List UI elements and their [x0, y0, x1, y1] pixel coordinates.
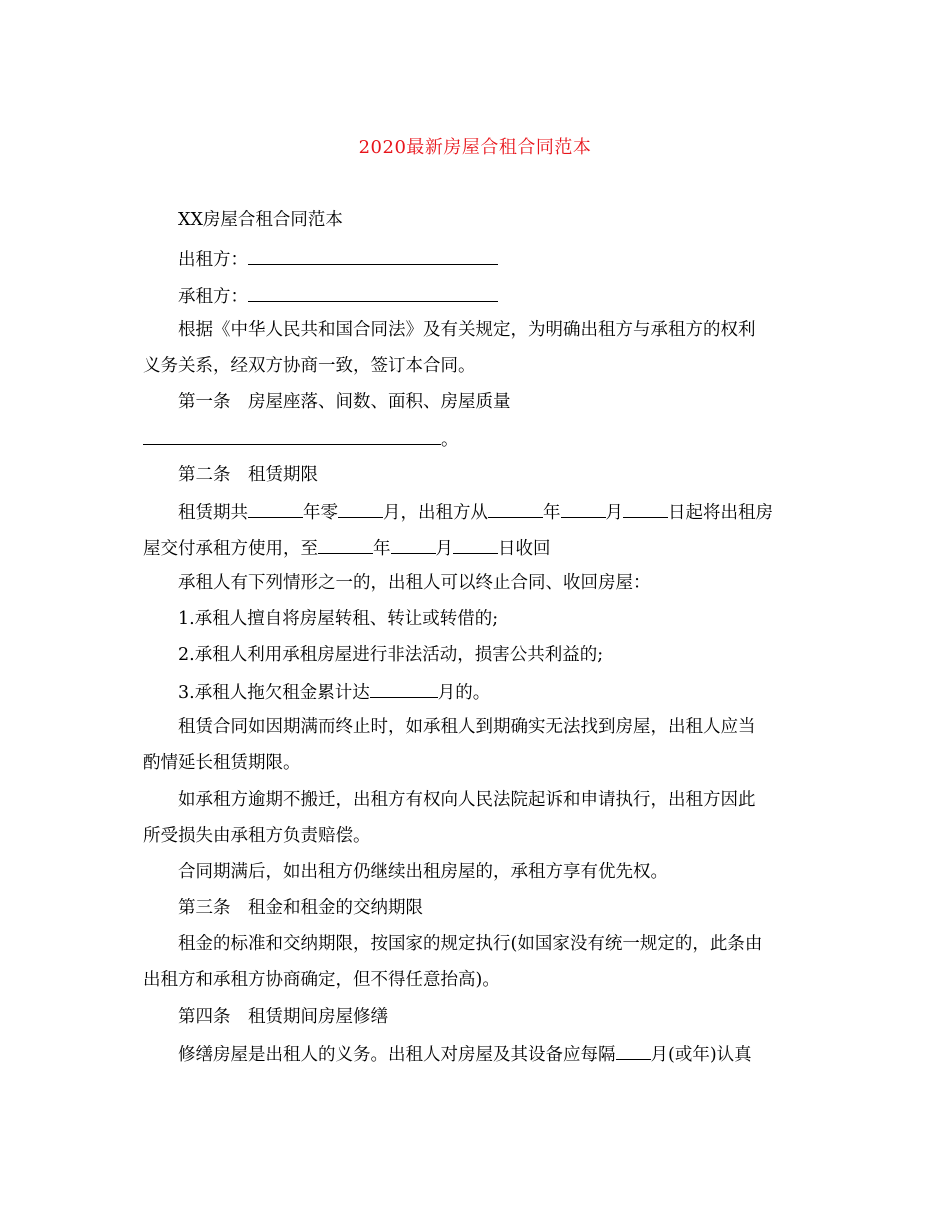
article-heading: 第一条 房屋座落、间数、面积、房屋质量	[178, 392, 511, 412]
paragraph-line: 租金的标准和交纳期限，按国家的规定执行(如国家没有统一规定的，此条由	[178, 934, 763, 954]
list-item: 1.承租人擅自将房屋转租、转让或转借的;	[178, 609, 499, 629]
paragraph-line: 租赁合同如因期满而终止时，如承租人到期确实无法找到房屋，出租人应当	[178, 717, 756, 737]
list-item: 2.承租人利用承租房屋进行非法活动，损害公共利益的;	[178, 645, 604, 665]
lease-term-line: 租赁期共 年零 月，出租方从 年 月 日起将出租房	[178, 499, 773, 525]
property-details-line: 。	[143, 426, 459, 452]
article-heading: 第四条 租赁期间房屋修缮	[178, 1007, 388, 1027]
lease-months-blank[interactable]	[338, 499, 383, 518]
repair-interval-blank[interactable]	[616, 1041, 651, 1060]
paragraph-line: 根据《中华人民共和国合同法》及有关规定，为明确出租方与承租方的权利	[178, 320, 756, 340]
paragraph-line: 所受损失由承租方负责赔偿。	[143, 826, 371, 846]
paragraph-line: 出租方和承租方协商确定，但不得任意抬高)。	[143, 970, 500, 990]
paragraph-line: 合同期满后，如出租方仍继续出租房屋的，承租方享有优先权。	[178, 862, 668, 882]
end-year-blank[interactable]	[318, 535, 373, 554]
end-month-blank[interactable]	[391, 535, 436, 554]
lessor-line: 出租方：	[178, 246, 498, 272]
paragraph-line: 承租人有下列情形之一的，出租人可以终止合同、收回房屋：	[178, 573, 651, 593]
start-day-blank[interactable]	[623, 499, 668, 518]
lease-years-blank[interactable]	[248, 499, 303, 518]
list-item: 3.承租人拖欠租金累计达 月的。	[178, 679, 490, 705]
page-title: 2020最新房屋合租合同范本	[358, 137, 592, 158]
doc-heading: XX房屋合租合同范本	[178, 210, 343, 230]
start-year-blank[interactable]	[488, 499, 543, 518]
end-day-blank[interactable]	[453, 535, 498, 554]
lessee-blank[interactable]	[248, 283, 498, 302]
lease-term-line: 屋交付承租方使用，至 年 月 日收回	[143, 535, 551, 561]
property-details-blank[interactable]	[143, 426, 441, 445]
article-heading: 第三条 租金和租金的交纳期限	[178, 898, 423, 918]
paragraph-line: 义务关系，经双方协商一致，签订本合同。	[143, 356, 476, 376]
article-heading: 第二条 租赁期限	[178, 465, 318, 485]
lessee-line: 承租方：	[178, 283, 498, 309]
paragraph-line: 修缮房屋是出租人的义务。出租人对房屋及其设备应每隔 月(或年)认真	[178, 1041, 752, 1067]
arrears-months-blank[interactable]	[370, 679, 438, 698]
paragraph-line: 如承租方逾期不搬迁，出租方有权向人民法院起诉和申请执行，出租方因此	[178, 790, 756, 810]
lessor-blank[interactable]	[248, 246, 498, 265]
start-month-blank[interactable]	[561, 499, 606, 518]
paragraph-line: 酌情延长租赁期限。	[143, 753, 301, 773]
